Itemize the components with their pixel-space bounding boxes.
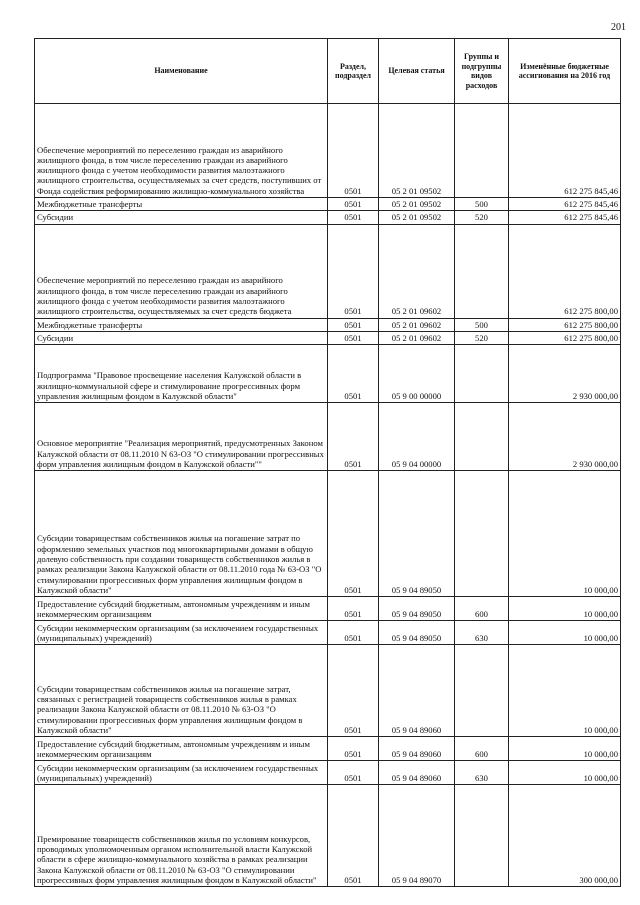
row-section: 0501 xyxy=(328,597,379,621)
row-group xyxy=(455,471,509,597)
row-amount: 10 000,00 xyxy=(509,645,621,737)
row-name: Предоставление субсидий бюджетным, автономным учреждениям и иным некоммерческим организациям xyxy=(35,737,328,761)
row-group: 500 xyxy=(455,198,509,211)
row-name: Субсидии xyxy=(35,331,328,344)
row-name: Субсидии некоммерческим организациям (за исключением государственных (муниципальных) учреждений) xyxy=(35,621,328,645)
row-name: Межбюджетные трансферты xyxy=(35,318,328,331)
row-group: 630 xyxy=(455,761,509,785)
row-amount: 300 000,00 xyxy=(509,785,621,887)
row-group: 600 xyxy=(455,737,509,761)
row-amount: 10 000,00 xyxy=(509,737,621,761)
row-group xyxy=(455,403,509,471)
row-section: 0501 xyxy=(328,345,379,403)
row-article: 05 2 01 09602 xyxy=(379,224,455,318)
row-article: 05 9 04 89060 xyxy=(379,737,455,761)
table-header-row xyxy=(35,39,621,104)
row-article: 05 9 04 89050 xyxy=(379,621,455,645)
header-amount: Изменённые бюджетные ассигнования на 2016 год xyxy=(509,39,621,104)
row-amount: 2 930 000,00 xyxy=(509,345,621,403)
row-name: Субсидии xyxy=(35,211,328,224)
row-name: Основное мероприятие "Реализация мероприятий, предусмотренных Законом Калужской области от 08.11.2010 N 63-ОЗ "О стимулировании прогрессивных форм управления жилищным фондом в Калужской области"" xyxy=(35,403,328,471)
header-group: Группы и подгруппы видов расходов xyxy=(455,39,509,104)
row-section: 0501 xyxy=(328,785,379,887)
table-row xyxy=(35,211,621,224)
row-name: Субсидии товариществам собственников жилья на погашение затрат по оформлению земельных участков под многоквартирными домами в общую долевую собственность при создании товариществ собственников жилья в рамках реализации Закона Калужской области от 08.11.2010 года № 63-ОЗ "О стимулировании прогрессивных форм управления жилищным фондом в Калужской области" xyxy=(35,471,328,597)
row-name: Предоставление субсидий бюджетным, автономным учреждениям и иным некоммерческим организациям xyxy=(35,597,328,621)
table-row xyxy=(35,403,621,471)
row-section: 0501 xyxy=(328,104,379,198)
row-section: 0501 xyxy=(328,737,379,761)
row-article: 05 2 01 09502 xyxy=(379,198,455,211)
table-row xyxy=(35,645,621,737)
row-article: 05 2 01 09502 xyxy=(379,104,455,198)
row-section: 0501 xyxy=(328,224,379,318)
table-row xyxy=(35,331,621,344)
row-amount: 612 275 845,46 xyxy=(509,104,621,198)
row-article: 05 9 04 89060 xyxy=(379,761,455,785)
row-amount: 10 000,00 xyxy=(509,761,621,785)
row-amount: 10 000,00 xyxy=(509,597,621,621)
budget-table xyxy=(34,38,621,887)
row-name: Премирование товариществ собственников жилья по условиям конкурсов, проводимых уполномоченным органом исполнительной власти Калужской области в сфере жилищно-коммунального хозяйства в рамках реализации Закона Калужской области от 08.11.2010 № 63-ОЗ "О стимулировании прогрессивных форм управления жилищным фондом в Калужской области" xyxy=(35,785,328,887)
table-row xyxy=(35,471,621,597)
row-amount: 612 275 800,00 xyxy=(509,318,621,331)
row-group: 600 xyxy=(455,597,509,621)
row-section: 0501 xyxy=(328,471,379,597)
row-section: 0501 xyxy=(328,198,379,211)
row-section: 0501 xyxy=(328,621,379,645)
row-amount: 612 275 800,00 xyxy=(509,224,621,318)
table-row xyxy=(35,785,621,887)
row-article: 05 2 01 09602 xyxy=(379,318,455,331)
row-section: 0501 xyxy=(328,761,379,785)
row-section: 0501 xyxy=(328,331,379,344)
row-group xyxy=(455,785,509,887)
table-row xyxy=(35,597,621,621)
row-name: Межбюджетные трансферты xyxy=(35,198,328,211)
table-row xyxy=(35,621,621,645)
header-article: Целевая статья xyxy=(379,39,455,104)
table-row xyxy=(35,104,621,198)
row-section: 0501 xyxy=(328,211,379,224)
row-article: 05 9 04 89060 xyxy=(379,645,455,737)
header-section: Раздел, подраздел xyxy=(328,39,379,104)
row-name: Обеспечение мероприятий по переселению граждан из аварийного жилищного фонда, в том числе переселению граждан из аварийного жилищного фонда с учетом необходимости развития малоэтажного жилищного строительства, осуществляемых за счет средств бюджета xyxy=(35,224,328,318)
row-group xyxy=(455,104,509,198)
table-row xyxy=(35,737,621,761)
table-row xyxy=(35,198,621,211)
row-section: 0501 xyxy=(328,318,379,331)
header-name: Наименование xyxy=(35,39,328,104)
row-article: 05 9 04 89070 xyxy=(379,785,455,887)
row-amount: 612 275 845,46 xyxy=(509,211,621,224)
table-row xyxy=(35,761,621,785)
row-group xyxy=(455,645,509,737)
row-article: 05 9 00 00000 xyxy=(379,345,455,403)
row-group xyxy=(455,345,509,403)
row-group: 520 xyxy=(455,211,509,224)
row-amount: 2 930 000,00 xyxy=(509,403,621,471)
row-name: Обеспечение мероприятий по переселению граждан из аварийного жилищного фонда, в том числе переселению граждан из аварийного жилищного фонда с учетом необходимости развития малоэтажного жилищного строительства, осуществляемых за счет средств, поступивших от Фонда содействия реформированию жилищно-коммунального хозяйства xyxy=(35,104,328,198)
row-article: 05 2 01 09502 xyxy=(379,211,455,224)
row-amount: 10 000,00 xyxy=(509,621,621,645)
table-row xyxy=(35,318,621,331)
row-article: 05 2 01 09602 xyxy=(379,331,455,344)
row-amount: 612 275 800,00 xyxy=(509,331,621,344)
row-amount: 612 275 845,46 xyxy=(509,198,621,211)
row-name: Субсидии некоммерческим организациям (за исключением государственных (муниципальных) учреждений) xyxy=(35,761,328,785)
table-row xyxy=(35,345,621,403)
row-name: Субсидии товариществам собственников жилья на погашение затрат, связанных с регистрацией товариществ собственников жилья в рамках реализации Закона Калужской области от 08.11.2010 № 63-ОЗ "О стимулировании прогрессивных форм управления жилищным фондом в Калужской области" xyxy=(35,645,328,737)
row-section: 0501 xyxy=(328,645,379,737)
table-row xyxy=(35,224,621,318)
row-section: 0501 xyxy=(328,403,379,471)
row-group: 520 xyxy=(455,331,509,344)
row-name: Подпрограмма "Правовое просвещение населения Калужской области в жилищно-коммунальной сфере и стимулирование прогрессивных форм управления жилищным фондом в Калужской области" xyxy=(35,345,328,403)
row-group: 630 xyxy=(455,621,509,645)
row-article: 05 9 04 00000 xyxy=(379,403,455,471)
row-amount: 10 000,00 xyxy=(509,471,621,597)
row-article: 05 9 04 89050 xyxy=(379,471,455,597)
row-article: 05 9 04 89050 xyxy=(379,597,455,621)
row-group: 500 xyxy=(455,318,509,331)
row-group xyxy=(455,224,509,318)
page-number: 201 xyxy=(611,22,626,33)
table-body xyxy=(35,104,621,887)
